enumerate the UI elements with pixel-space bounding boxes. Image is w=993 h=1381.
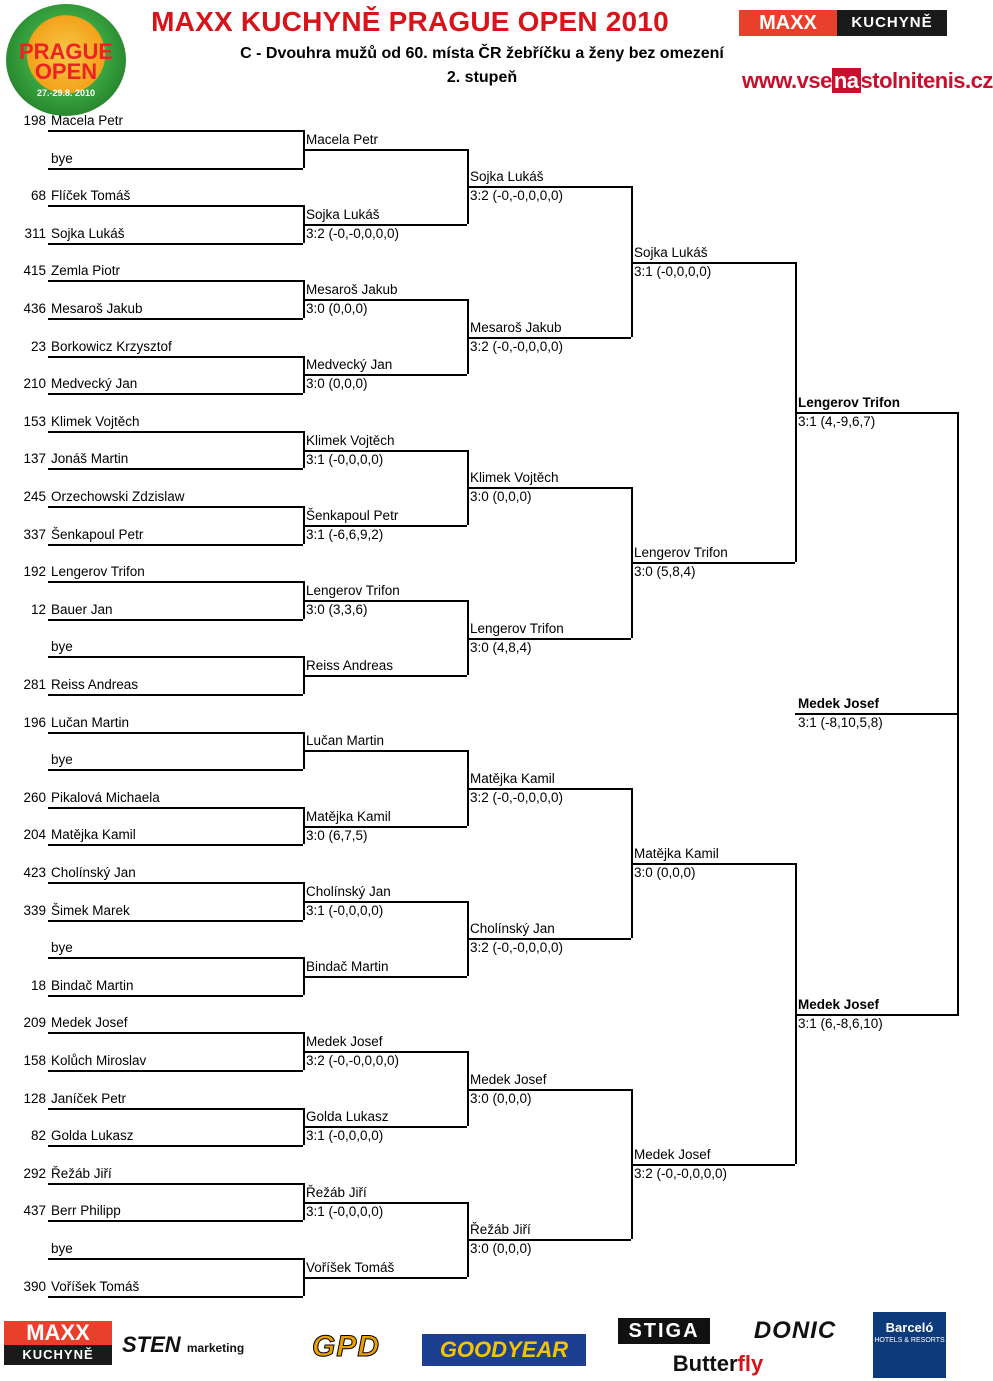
match-score: 3:2 (-0,-0,0,0,0) bbox=[470, 338, 564, 354]
player-name: Sojka Lukáš bbox=[51, 225, 125, 241]
player-line bbox=[48, 393, 303, 395]
player-name: bye bbox=[51, 940, 73, 956]
winner-name: Bindač Martin bbox=[306, 959, 389, 974]
website-logo bbox=[742, 66, 993, 96]
player-seed: 437 bbox=[23, 1203, 46, 1219]
player-name: bye bbox=[51, 1241, 73, 1256]
player-seed: 158 bbox=[23, 1053, 46, 1068]
player-line bbox=[48, 168, 303, 170]
player-seed: 12 bbox=[30, 601, 46, 617]
player-seed: 153 bbox=[23, 413, 46, 429]
sponsor-butterfly-b: fly bbox=[737, 1351, 764, 1376]
match-score: 3:1 (4,-9,6,7) bbox=[798, 414, 876, 429]
winner-name: Medek Josef bbox=[798, 996, 880, 1012]
player-name: Jonáš Martin bbox=[51, 451, 129, 467]
player-line bbox=[48, 995, 303, 997]
player-line bbox=[48, 1070, 303, 1072]
player-seed: 390 bbox=[23, 1278, 46, 1294]
player-line bbox=[48, 957, 303, 959]
player-seed: 423 bbox=[23, 865, 46, 880]
player-seed: 82 bbox=[30, 1128, 46, 1144]
winner-name: Mesaroš Jakub bbox=[470, 319, 562, 335]
prague-open-logo-date: 27.-29.8. 2010 bbox=[36, 88, 96, 98]
winner-line bbox=[303, 149, 467, 151]
sponsor-goodyear-logo: GOODYEAR bbox=[422, 1334, 586, 1366]
winner-name: Medek Josef bbox=[634, 1147, 711, 1162]
winner-name: Sojka Lukáš bbox=[634, 244, 708, 260]
winner-name: Voříšek Tomáš bbox=[306, 1259, 395, 1275]
player-name: Zemla Piotr bbox=[51, 263, 121, 279]
player-line bbox=[48, 243, 303, 245]
winner-name: Sojka Lukáš bbox=[306, 207, 380, 222]
player-name: Klimek Vojtěch bbox=[51, 413, 140, 429]
sponsor-barcelo-word: Barceló bbox=[885, 1320, 934, 1335]
winner-name: Lučan Martin bbox=[306, 733, 385, 749]
player-line bbox=[48, 1183, 303, 1185]
match-score: 3:2 (-0,-0,0,0,0) bbox=[470, 940, 564, 956]
player-seed: 128 bbox=[23, 1090, 46, 1106]
winner-name: Macela Petr bbox=[306, 131, 379, 147]
winner-name: Klimek Vojtěch bbox=[306, 432, 395, 448]
winner-name: Lengerov Trifon bbox=[634, 545, 728, 561]
player-seed: 198 bbox=[23, 113, 46, 128]
match-score: 3:2 (-0,-0,0,0,0) bbox=[634, 1166, 728, 1181]
category-subtitle: C - Dvouhra mužů od 60. místa ČR žebříčku a ženy bez omezení bbox=[240, 45, 724, 62]
sponsor-sten-logo bbox=[122, 1330, 278, 1360]
player-line bbox=[48, 318, 303, 320]
player-line bbox=[48, 1032, 303, 1034]
kuchyne-logo-word: KUCHYNĚ bbox=[837, 10, 947, 36]
sponsor-maxx-logo bbox=[4, 1321, 112, 1365]
player-name: Borkowicz Krzysztof bbox=[51, 338, 172, 354]
player-line bbox=[48, 506, 303, 508]
player-line bbox=[48, 468, 303, 470]
match-score: 3:0 (6,7,5) bbox=[306, 827, 368, 843]
sponsor-sten-word: STEN bbox=[122, 1332, 181, 1357]
champion-name: Medek Josef bbox=[798, 695, 880, 711]
winner-name: Cholínský Jan bbox=[306, 883, 391, 899]
player-line bbox=[48, 1258, 303, 1260]
match-score: 3:1 (-0,0,0,0) bbox=[306, 902, 384, 918]
player-seed: 260 bbox=[23, 789, 46, 805]
player-line bbox=[48, 769, 303, 771]
winner-name: Lengerov Trifon bbox=[798, 395, 901, 410]
sponsor-donic-logo: DONIC bbox=[753, 1317, 837, 1344]
match-score: 3:2 (-0,-0,0,0,0) bbox=[470, 790, 564, 805]
match-score: 3:1 (-6,6,9,2) bbox=[306, 526, 384, 542]
winner-name: Medvecký Jan bbox=[306, 357, 393, 373]
player-seed: 292 bbox=[23, 1165, 46, 1181]
winner-name: Šenkapoul Petr bbox=[306, 507, 399, 523]
player-line bbox=[48, 619, 303, 621]
player-line bbox=[48, 732, 303, 734]
player-name: Matějka Kamil bbox=[51, 827, 136, 843]
player-line bbox=[48, 694, 303, 696]
website-logo-post: stolnitenis.cz bbox=[860, 68, 993, 93]
winner-name: Cholínský Jan bbox=[470, 921, 555, 937]
sponsor-sten-sub: marketing bbox=[186, 1341, 245, 1355]
stage-label: 2. stupeň bbox=[446, 69, 518, 86]
winner-line bbox=[303, 675, 467, 677]
player-seed: 137 bbox=[23, 451, 46, 467]
player-name: Orzechowski Zdzislaw bbox=[51, 489, 185, 504]
player-name: bye bbox=[51, 150, 73, 166]
player-name: Šimek Marek bbox=[51, 902, 130, 918]
winner-name: Medek Josef bbox=[306, 1034, 383, 1050]
match-score: 3:1 (6,-8,6,10) bbox=[798, 1015, 883, 1031]
player-name: Kolůch Miroslav bbox=[51, 1053, 147, 1068]
player-line bbox=[48, 807, 303, 809]
match-score: 3:0 (0,0,0) bbox=[470, 489, 532, 505]
player-name: bye bbox=[51, 639, 73, 655]
sponsor-gpd-logo: GPD bbox=[311, 1330, 380, 1363]
winner-name: Lengerov Trifon bbox=[470, 620, 564, 636]
player-name: Řežáb Jiří bbox=[51, 1165, 112, 1181]
player-seed: 68 bbox=[30, 188, 46, 204]
player-seed: 339 bbox=[23, 902, 46, 918]
player-seed: 311 bbox=[24, 225, 46, 241]
winner-name: Reiss Andreas bbox=[306, 658, 394, 674]
match-score: 3:1 (-0,0,0,0) bbox=[306, 1203, 384, 1219]
winner-name: Lengerov Trifon bbox=[306, 583, 400, 598]
match-score: 3:0 (5,8,4) bbox=[634, 564, 696, 580]
sponsor-butterfly-logo bbox=[648, 1350, 788, 1378]
player-seed: 436 bbox=[23, 301, 46, 316]
sponsor-stiga-logo: STIGA bbox=[618, 1318, 710, 1344]
player-name: Lengerov Trifon bbox=[51, 564, 145, 580]
player-seed: 204 bbox=[23, 827, 46, 843]
player-line bbox=[48, 1145, 303, 1147]
match-score: 3:2 (-0,-0,0,0,0) bbox=[470, 188, 564, 204]
player-line bbox=[48, 920, 303, 922]
winner-name: Sojka Lukáš bbox=[470, 169, 544, 185]
player-seed: 23 bbox=[30, 338, 46, 354]
website-logo-pre: www.vse bbox=[742, 68, 832, 93]
player-name: Bindač Martin bbox=[51, 977, 134, 993]
winner-name: Medek Josef bbox=[470, 1071, 547, 1087]
player-name: Bauer Jan bbox=[51, 601, 113, 617]
player-name: Voříšek Tomáš bbox=[51, 1278, 140, 1294]
maxx-kuchyne-logo bbox=[739, 10, 947, 36]
player-line bbox=[48, 1220, 303, 1222]
match-score: 3:0 (4,8,4) bbox=[470, 639, 532, 655]
player-seed: 281 bbox=[23, 677, 46, 692]
player-line bbox=[48, 1296, 303, 1298]
player-name: bye bbox=[51, 752, 73, 768]
match-score: 3:0 (0,0,0) bbox=[470, 1090, 532, 1106]
player-line bbox=[48, 1108, 303, 1110]
winner-name: Řežáb Jiří bbox=[470, 1222, 531, 1238]
player-name: Šenkapoul Petr bbox=[51, 526, 144, 542]
winner-name: Matějka Kamil bbox=[306, 808, 391, 824]
player-seed: 18 bbox=[30, 977, 46, 993]
player-seed: 210 bbox=[23, 376, 46, 392]
winner-line bbox=[303, 1277, 467, 1279]
match-score: 3:2 (-0,-0,0,0,0) bbox=[306, 1053, 400, 1069]
winner-name: Golda Lukasz bbox=[306, 1109, 389, 1125]
player-name: Golda Lukasz bbox=[51, 1128, 134, 1144]
match-score: 3:0 (0,0,0) bbox=[470, 1241, 532, 1257]
player-name: Reiss Andreas bbox=[51, 677, 139, 692]
winner-line bbox=[303, 976, 467, 978]
player-seed: 192 bbox=[23, 564, 46, 580]
winner-name: Matějka Kamil bbox=[634, 846, 719, 862]
player-seed: 209 bbox=[23, 1015, 46, 1031]
website-logo-na: na bbox=[833, 68, 859, 93]
final-score: 3:1 (-8,10,5,8) bbox=[798, 714, 883, 730]
player-name: Medek Josef bbox=[51, 1015, 128, 1031]
player-name: Mesaroš Jakub bbox=[51, 301, 143, 316]
player-name: Berr Philipp bbox=[51, 1203, 121, 1219]
player-seed: 415 bbox=[23, 263, 46, 279]
winner-name: Mesaroš Jakub bbox=[306, 282, 398, 298]
winner-name: Klimek Vojtěch bbox=[470, 470, 559, 486]
player-line bbox=[48, 581, 303, 583]
match-score: 3:2 (-0,-0,0,0,0) bbox=[306, 226, 400, 241]
sponsor-barcelo-sub: HOTELS & RESORTS bbox=[874, 1337, 945, 1344]
player-line bbox=[48, 882, 303, 884]
prague-open-logo-text: PRAGUE OPEN bbox=[18, 39, 114, 84]
player-name: Flíček Tomáš bbox=[51, 188, 131, 204]
player-line bbox=[48, 844, 303, 846]
player-line bbox=[48, 280, 303, 282]
winner-name: Matějka Kamil bbox=[470, 771, 555, 786]
player-name: Cholínský Jan bbox=[51, 865, 136, 880]
player-line bbox=[48, 544, 303, 546]
match-score: 3:1 (-0,0,0,0) bbox=[634, 263, 712, 279]
player-line bbox=[48, 130, 303, 132]
player-line bbox=[48, 356, 303, 358]
player-line bbox=[48, 656, 303, 658]
player-name: Lučan Martin bbox=[51, 714, 130, 730]
match-score: 3:0 (0,0,0) bbox=[306, 301, 368, 317]
match-score: 3:1 (-0,0,0,0) bbox=[306, 451, 384, 467]
player-seed: 337 bbox=[23, 526, 46, 542]
winner-line bbox=[303, 750, 467, 752]
sponsor-maxx-word: MAXX bbox=[26, 1320, 90, 1345]
maxx-logo-word: MAXX bbox=[739, 10, 837, 36]
player-seed: 196 bbox=[23, 714, 46, 730]
player-seed: 245 bbox=[23, 489, 46, 504]
match-score: 3:0 (0,0,0) bbox=[634, 865, 696, 881]
sponsor-kuchyne-word: KUCHYNĚ bbox=[4, 1345, 112, 1365]
match-score: 3:0 (0,0,0) bbox=[306, 376, 368, 392]
player-line bbox=[48, 205, 303, 207]
player-name: Janíček Petr bbox=[51, 1090, 127, 1106]
sponsor-butterfly-a: Butter bbox=[672, 1351, 738, 1376]
match-score: 3:0 (3,3,6) bbox=[306, 602, 368, 617]
sponsor-barcelo-logo bbox=[873, 1312, 946, 1378]
player-name: Medvecký Jan bbox=[51, 376, 138, 392]
page-title: MAXX KUCHYNĚ PRAGUE OPEN 2010 bbox=[151, 6, 669, 37]
player-line bbox=[48, 431, 303, 433]
player-name: Pikalová Michaela bbox=[51, 789, 160, 805]
player-name: Macela Petr bbox=[51, 113, 124, 128]
winner-name: Řežáb Jiří bbox=[306, 1184, 367, 1200]
match-score: 3:1 (-0,0,0,0) bbox=[306, 1128, 384, 1144]
